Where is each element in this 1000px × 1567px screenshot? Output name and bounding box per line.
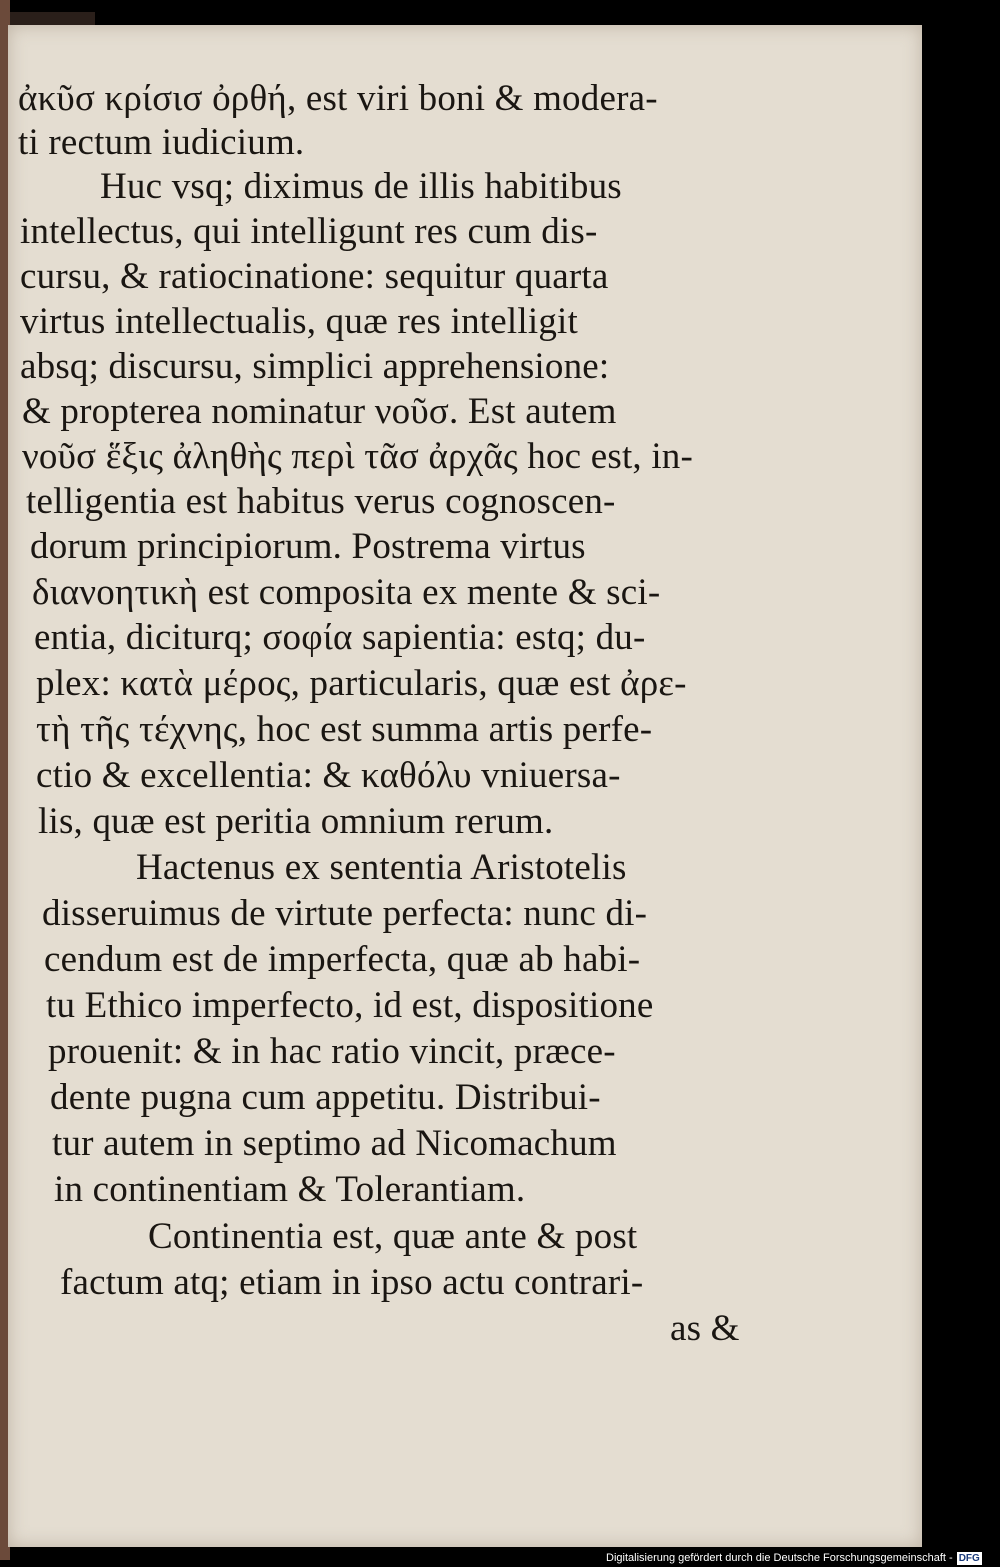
text-line: telligentia est habitus verus cognoscen- bbox=[26, 481, 616, 522]
text-line: νοῦσ ἕξις ἀληθὴς περὶ τᾶσ ἀρχᾶς hoc est, in- bbox=[22, 436, 694, 477]
text-line: cendum est de imperfecta, quæ ab habi- bbox=[44, 939, 641, 980]
text-line: tur autem in septimo ad Nicomachum bbox=[52, 1123, 617, 1164]
text-line: factum atq; etiam in ipso actu contrari- bbox=[60, 1262, 644, 1303]
text-line: tu Ethico imperfecto, id est, dispositione bbox=[46, 985, 654, 1026]
catchword: as & bbox=[670, 1308, 740, 1349]
text-line: in continentiam & Tolerantiam. bbox=[54, 1169, 526, 1210]
text-line: ctio & excellentia: & καθόλυ vniuersa- bbox=[36, 755, 621, 796]
text-line: dorum principiorum. Postrema virtus bbox=[30, 526, 586, 567]
text-line: lis, quæ est peritia omnium rerum. bbox=[38, 801, 554, 842]
credit-text: Digitalisierung gefördert durch die Deutsche Forschungsgemeinschaft - bbox=[606, 1552, 953, 1564]
text-line: virtus intellectualis, quæ res intelligit bbox=[20, 301, 578, 342]
text-line: διανοητικὴ est composita ex mente & sci- bbox=[32, 572, 661, 613]
text-line: Hactenus ex sententia Aristotelis bbox=[136, 847, 627, 888]
book-page bbox=[8, 25, 922, 1547]
text-line: disseruimus de virtute perfecta: nunc di- bbox=[42, 893, 648, 934]
dfg-logo: DFG bbox=[958, 1552, 980, 1564]
page-text bbox=[8, 25, 922, 1547]
text-line: absq; discursu, simplici apprehensione: bbox=[20, 346, 610, 387]
text-line: cursu, & ratiocinatione: sequitur quarta bbox=[20, 256, 609, 297]
text-line: & propterea nominatur νοῦσ. Est autem bbox=[22, 391, 617, 432]
digitization-credit bbox=[606, 1550, 982, 1566]
text-line: dente pugna cum appetitu. Distribui- bbox=[50, 1077, 601, 1118]
text-line: prouenit: & in hac ratio vincit, præce- bbox=[48, 1031, 616, 1072]
text-line: Huc vsq; diximus de illis habitibus bbox=[100, 166, 622, 207]
text-line: ti rectum iudicium. bbox=[18, 122, 305, 163]
text-line: τὴ τῆς τέχνης, hoc est summa artis perfe- bbox=[36, 709, 653, 750]
text-line: ἀκῦσ κρίσισ ὀρθή, est viri boni & modera- bbox=[18, 78, 658, 119]
text-line: entia, diciturq; σοφία sapientia: estq; du- bbox=[34, 617, 646, 658]
text-line: Continentia est, quæ ante & post bbox=[148, 1216, 638, 1257]
text-line: intellectus, qui intelligunt res cum dis- bbox=[20, 211, 598, 252]
text-line: plex: κατὰ μέρος, particularis, quæ est ἀρε- bbox=[36, 663, 687, 704]
